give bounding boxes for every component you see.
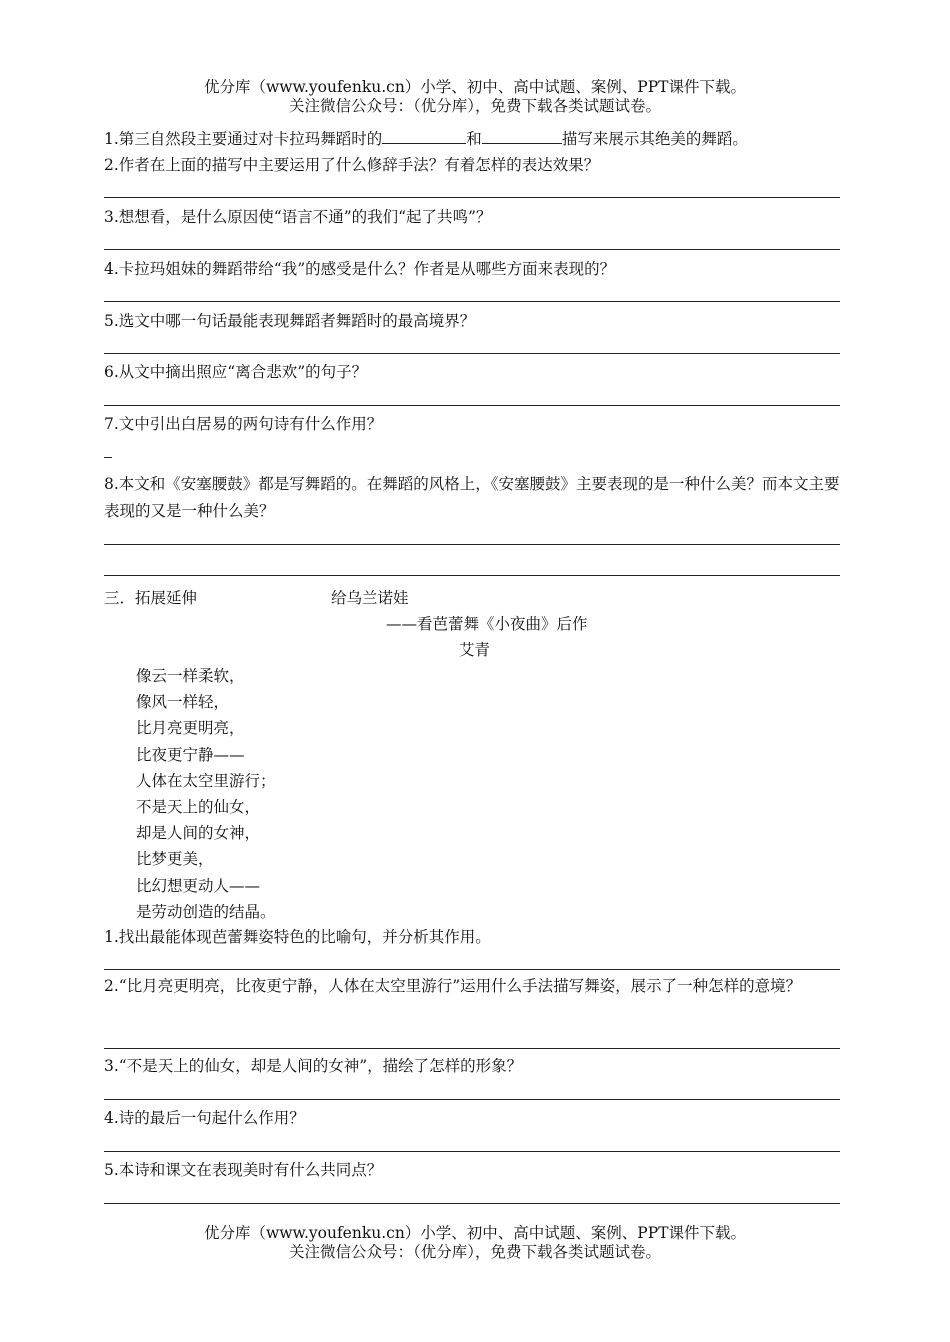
poem-line: 比夜更宁静—— (136, 745, 245, 764)
header-line-2: 关注微信公众号：（优分库），免费下载各类试题试卷。 (288, 97, 661, 115)
question-5: 5.选文中哪一句话最能表现舞蹈者舞蹈时的最高境界？ (104, 312, 476, 330)
poem-line: 是劳动创造的结晶。 (136, 902, 276, 921)
answer-line[interactable] (104, 197, 840, 198)
poem-line: 比月亮更明亮， (136, 719, 245, 738)
page-header (0, 78, 950, 116)
page-footer (0, 1224, 950, 1262)
poem-question-3: 3.“不是天上的仙女，却是人间的女神”，描绘了怎样的形象？ (104, 1057, 523, 1075)
section-title: 三．拓展延伸 (104, 589, 198, 607)
poem-body (136, 663, 276, 925)
answer-line[interactable] (104, 405, 840, 406)
poem-line: 像风一样轻， (136, 693, 230, 712)
question-6: 6.从文中摘出照应“离合悲欢”的句子？ (104, 363, 368, 381)
question-7: 7.文中引出白居易的两句诗有什么作用？ (104, 415, 383, 433)
question-1-text-b: 和 (466, 130, 482, 148)
poem-line: 像云一样柔软， (136, 667, 245, 685)
answer-line[interactable] (104, 353, 840, 354)
answer-line[interactable] (104, 969, 840, 970)
answer-line[interactable] (104, 575, 840, 576)
answer-line[interactable] (104, 544, 840, 545)
poem-line: 比幻想更动人—— (136, 876, 261, 895)
answer-line-short[interactable] (104, 457, 112, 458)
header-line-1: 优分库（www.youfenku.cn）小学、初中、高中试题、案例、PPT课件下载。 (203, 78, 747, 96)
answer-line[interactable] (104, 1151, 840, 1152)
answer-line[interactable] (104, 1099, 840, 1100)
question-1-text-c: 描写来展示其绝美的舞蹈。 (561, 130, 748, 148)
poem-line: 却是人间的女神， (136, 824, 261, 843)
poem-question-1: 1.找出最能体现芭蕾舞姿特色的比喻句，并分析其作用。 (104, 928, 491, 946)
poem-question-5: 5.本诗和课文在表现美时有什么共同点？ (104, 1161, 383, 1179)
answer-line[interactable] (104, 1203, 840, 1204)
question-1-text-a: 1.第三自然段主要通过对卡拉玛舞蹈时的 (104, 130, 383, 148)
poem-line: 人体在太空里游行； (136, 771, 276, 790)
question-1 (104, 128, 748, 149)
poem-question-2: 2.“比月亮更明亮，比夜更宁静，人体在太空里游行”运用什么手法描写舞姿，展示了一种怎样的意境？ (104, 977, 802, 995)
poem-subtitle: ——看芭蕾舞《小夜曲》后作 (386, 615, 588, 633)
answer-line[interactable] (104, 301, 840, 302)
poem-author: 艾青 (459, 641, 491, 659)
footer-line-1: 优分库（www.youfenku.cn）小学、初中、高中试题、案例、PPT课件下载。 (203, 1224, 747, 1242)
answer-line[interactable] (104, 249, 840, 250)
question-3: 3.想想看，是什么原因使“语言不通”的我们“起了共鸣”？ (104, 208, 492, 226)
poem-line: 不是天上的仙女， (136, 798, 261, 817)
question-4: 4.卡拉玛姐妹的舞蹈带给“我”的感受是什么？作者是从哪些方面来表现的？ (104, 260, 616, 278)
answer-line[interactable] (104, 1048, 840, 1049)
fill-blank-2[interactable] (482, 128, 562, 144)
fill-blank-1[interactable] (382, 128, 466, 144)
question-8: 8.本文和《安塞腰鼓》都是写舞蹈的。在舞蹈的风格上，《安塞腰鼓》主要表现的是一种什么美？而本文主要表现的又是一种什么美？ (104, 475, 840, 520)
poem-title: 给乌兰诺娃 (331, 589, 409, 607)
question-2: 2.作者在上面的描写中主要运用了什么修辞手法？有着怎样的表达效果？ (104, 156, 600, 174)
footer-line-2: 关注微信公众号：（优分库），免费下载各类试题试卷。 (288, 1243, 661, 1261)
poem-line: 比梦更美， (136, 850, 214, 869)
poem-question-4: 4.诗的最后一句起什么作用？ (104, 1109, 305, 1127)
